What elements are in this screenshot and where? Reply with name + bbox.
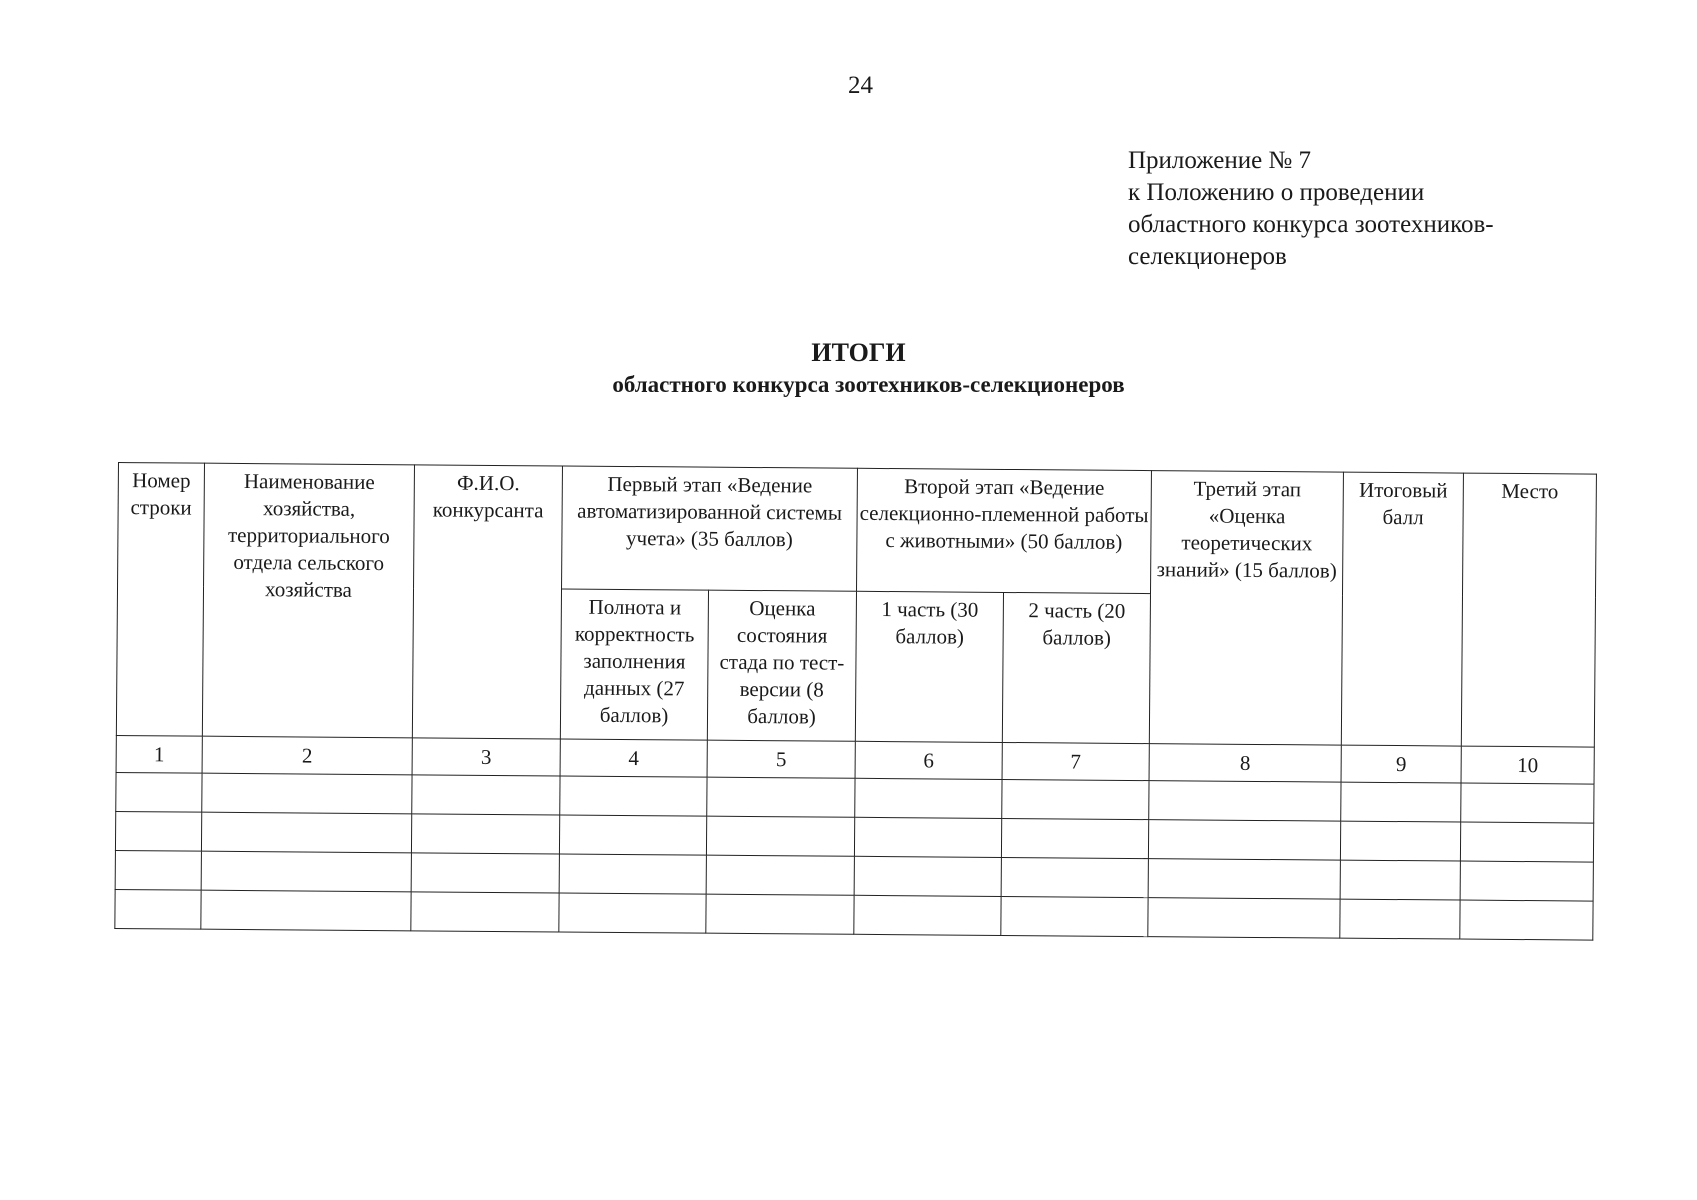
header-contestant: Ф.И.О. конкурсанта — [412, 465, 562, 739]
table-cell — [559, 815, 706, 855]
header-place: Место — [1461, 473, 1596, 747]
table-cell — [1460, 861, 1593, 901]
table-cell — [201, 851, 411, 892]
table-cell — [706, 816, 854, 856]
table-cell — [1002, 779, 1149, 819]
column-number: 9 — [1341, 745, 1461, 783]
header-stage2-part1: 1 часть (30 баллов) — [855, 591, 1003, 742]
table-cell — [854, 817, 1001, 857]
table-cell — [854, 856, 1001, 896]
table-cell — [559, 893, 706, 933]
column-number: 7 — [1002, 742, 1149, 780]
table-cell — [115, 811, 201, 851]
table-cell — [854, 895, 1001, 935]
table-cell — [1148, 820, 1340, 861]
table-cell — [202, 773, 412, 814]
table-cell — [1341, 782, 1461, 822]
appendix-line: областного конкурса зоотехников- — [1128, 211, 1494, 238]
table-cell — [707, 777, 855, 817]
header-total: Итоговый балл — [1341, 472, 1463, 746]
column-number: 8 — [1149, 744, 1341, 783]
header-stage1: Первый этап «Ведение автоматизированной системы учета» (35 баллов) — [562, 466, 858, 591]
table-cell — [201, 812, 411, 853]
table-cell — [1001, 818, 1148, 858]
table-cell — [1149, 781, 1341, 822]
table-cell — [1001, 857, 1148, 897]
table-cell — [1461, 783, 1594, 823]
page-number: 24 — [848, 72, 873, 99]
table-cell — [411, 853, 559, 893]
appendix-note — [1128, 145, 1494, 273]
table-cell — [1148, 898, 1340, 939]
table-cell — [411, 892, 559, 932]
appendix-line: Приложение № 7 — [1128, 147, 1312, 174]
table-cell — [706, 894, 854, 934]
header-stage3: Третий этап «Оценка теоретических знаний» (15 баллов) — [1149, 471, 1343, 745]
table-cell — [115, 850, 201, 890]
column-number: 10 — [1461, 746, 1594, 784]
table-cell — [411, 814, 559, 854]
table-cell — [706, 855, 854, 895]
column-number: 2 — [202, 736, 412, 775]
header-stage2-part2: 2 часть (20 баллов) — [1002, 592, 1150, 743]
header-stage2: Второй этап «Ведение селекционно-племенной работы с животными» (50 баллов) — [857, 468, 1152, 593]
document-subtitle: областного конкурса зоотехников-селекционеров — [612, 372, 1125, 397]
column-number: 1 — [116, 735, 202, 773]
table-cell — [116, 772, 202, 812]
column-number: 4 — [560, 739, 707, 777]
table-cell — [412, 775, 560, 815]
table-cell — [559, 854, 706, 894]
table-cell — [1460, 900, 1593, 940]
table-cell — [1148, 859, 1340, 900]
header-row-number: Номер строки — [116, 463, 204, 737]
table-cell — [1340, 899, 1460, 939]
table-cell — [855, 778, 1002, 818]
table-cell — [1340, 821, 1460, 861]
table-cell — [1001, 896, 1148, 936]
column-number: 5 — [707, 740, 855, 778]
table-cell — [115, 889, 201, 929]
table-header-row — [118, 463, 1597, 598]
appendix-line: к Положению о проведении — [1128, 179, 1425, 206]
header-stage1-part2: Оценка состояния стада по тест-версии (8 баллов) — [707, 590, 856, 741]
header-stage1-part1: Полнота и корректность заполнения данных (27 баллов) — [560, 589, 708, 740]
results-table — [114, 462, 1597, 941]
column-number: 3 — [412, 738, 560, 776]
appendix-line: селекционеров — [1128, 243, 1287, 270]
table-cell — [560, 776, 707, 816]
header-farm-name: Наименование хозяйства, территориального отдела сельского хозяйства — [202, 463, 414, 738]
table-cell — [1340, 860, 1460, 900]
table-cell — [201, 890, 411, 931]
column-number: 6 — [855, 741, 1002, 779]
table-cell — [1460, 822, 1593, 862]
document-title: ИТОГИ — [811, 338, 906, 367]
